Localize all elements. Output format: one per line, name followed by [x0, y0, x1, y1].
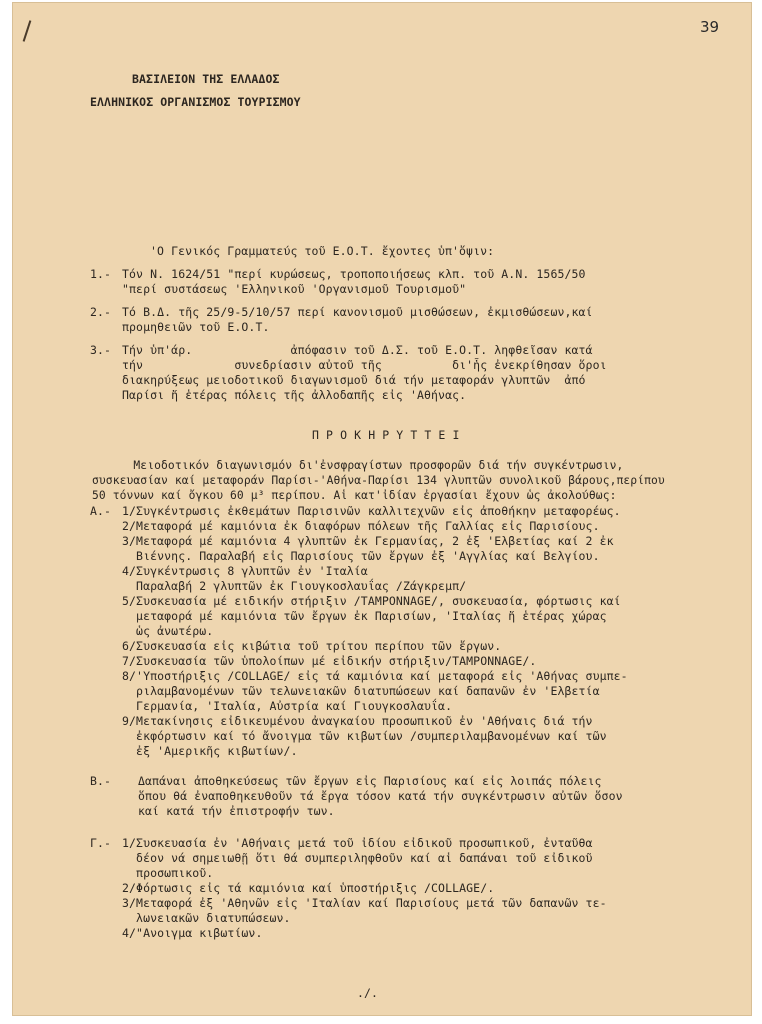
- page-number: 39: [700, 18, 720, 36]
- list-item: Βιέννης. Παραλαβή εἰς Παρισίους τῶν ἔργων ἐξ 'Αγγλίας καί Βελγίου.: [122, 549, 600, 563]
- text-line: Μειοδοτικόν διαγωνισμόν δι'ἐνσφραγίστων προσφορῶν διά τήν συγκέντρωσιν,: [92, 459, 624, 472]
- list-item: 4/Συγκέντρωσις 8 γλυπτῶν ἐν 'Ιταλία: [122, 564, 368, 578]
- intro-line: 'Ο Γενικός Γραμματεύς τοῦ Ε.Ο.Τ. ἔχοντες ὑπ'ὄψιν:: [150, 244, 495, 258]
- list-item: 2/Μεταφορά μέ καμιόνια ἐκ διαφόρων πόλεων τῆς Γαλλίας εἰς Παρισίους.: [122, 519, 600, 533]
- list-item: 7/Συσκευασία τῶν ὑπολοίπων μέ εἰδικήν στήριξιν/TAMPONNAGE/.: [122, 654, 537, 668]
- text-line: 50 τόννων καί ὄγκου 60 μ³ περίπου. Αἱ κατ'ἰδίαν ἐργασίαι ἔχουν ὡς ἀκολούθως:: [92, 489, 617, 502]
- list-item: δέον νά σημειωθῇ ὅτι θά συμπεριληφθοῦν καί αἱ δαπάναι τοῦ εἰδικοῦ: [122, 851, 593, 865]
- list-item: 4/"Ανοιγμα κιβωτίων.: [122, 926, 263, 940]
- list-item: 2/Φόρτωσις εἰς τά καμιόνια καί ὑποστήριξις /COLLAGE/.: [122, 881, 495, 895]
- list-item: μεταφορά μέ καμιόνια τῶν ἔργων ἐκ Παρισίων, 'Ιταλίας ἤ ἑτέρας χώρας: [122, 609, 607, 623]
- text-line: Παρίσι ἤ ἑτέρας πόλεις τῆς ἀλλοδαπῆς εἰς 'Αθήνας.: [122, 388, 467, 402]
- section-a-label: Α.-: [90, 504, 112, 518]
- text-line: Τόν Ν. 1624/51 "περί κυρώσεως, τροποποιήσεως κλπ. τοῦ Α.Ν. 1565/50: [122, 267, 586, 281]
- list-item: 1/Συγκέντρωσις ἐκθεμάτων Παρισινῶν καλλιτεχνῶν εἰς ἀποθήκην μεταφορέως.: [122, 504, 621, 518]
- consideration-3: [122, 343, 607, 403]
- section-b-text: [138, 774, 623, 819]
- proclaims-heading: Π Ρ Ο Κ Η Ρ Υ Τ Τ Ε Ι: [312, 428, 460, 442]
- text-line: Τό Β.Δ. τῆς 25/9-5/10/57 περί κανονισμοῦ μισθώσεων, ἐκμισθώσεων,καί: [122, 305, 593, 319]
- footer-mark: ./.: [357, 986, 379, 1000]
- text-line: ὅπου θά ἐναποθηκευθοῦν τά ἔργα τόσον κατά τήν συγκέντρωσιν αὐτῶν ὅσον: [138, 789, 623, 803]
- list-item: λωνειακῶν διατυπώσεων.: [122, 911, 291, 925]
- section-b-label: Β.-: [90, 774, 112, 788]
- section-c-list: [122, 836, 607, 941]
- list-item: 6/Συσκευασία εἰς κιβώτια τοῦ τρίτου περίπου τῶν ἔργων.: [122, 639, 502, 653]
- list-item: ὡς ἀνωτέρω.: [122, 624, 214, 638]
- consideration-number: 2.-: [90, 305, 112, 319]
- text-line: καί κατά τήν ἐπιστροφήν των.: [138, 804, 335, 818]
- text-line: προμηθειῶν τοῦ Ε.Ο.Τ.: [122, 320, 270, 334]
- list-item: 8/'Υποστήριξις /COLLAGE/ εἰς τά καμιόνια καί μεταφορά εἰς 'Αθήνας συμπε-: [122, 669, 628, 683]
- text-line: "περί συστάσεως 'Ελληνικοῦ 'Οργανισμοῦ Τουρισμοῦ": [122, 282, 467, 296]
- text-line: Δαπάναι ἀποθηκεύσεως τῶν ἔργων εἰς Παρισίους καί εἰς λοιπάς πόλεις: [138, 774, 602, 788]
- header-line-2: ΕΛΛΗΝΙΚΟΣ ΟΡΓΑΝΙΣΜΟΣ ΤΟΥΡΙΣΜΟΥ: [90, 95, 301, 109]
- consideration-number: 3.-: [90, 343, 112, 357]
- list-item: 9/Μετακίνησις εἰδικευμένου ἀναγκαίου προσωπικοῦ ἐν 'Αθήναις διά τήν: [122, 714, 593, 728]
- text-line: διακηρύξεως μειοδοτικοῦ διαγωνισμοῦ διά τήν μεταφοράν γλυπτῶν ἀπό: [122, 373, 586, 387]
- text-line: συσκευασίαν καί μεταφοράν Παρίσι-'Αθήνα-Παρίσι 134 γλυπτῶν συνολικοῦ βάρους,περίπου: [92, 474, 665, 487]
- list-item: 3/Μεταφορά ἐξ 'Αθηνῶν εἰς 'Ιταλίαν καί Παρισίους μετά τῶν δαπανῶν τε-: [122, 896, 607, 910]
- list-item: 3/Μεταφορά μέ καμιόνια 4 γλυπτῶν ἐκ Γερμανίας, 2 ἐξ 'Ελβετίας καί 2 ἐκ: [122, 534, 614, 548]
- consideration-2: [122, 305, 593, 335]
- list-item: 1/Συσκευασία ἐν 'Αθήναις μετά τοῦ ἰδίου εἰδικοῦ προσωπικοῦ, ἐνταῦθα: [122, 836, 593, 850]
- list-item: Παραλαβή 2 γλυπτῶν ἐκ Γιουγκοσλαυΐας /Ζάγκρεμπ/: [122, 579, 467, 593]
- list-item: προσωπικοῦ.: [122, 866, 214, 880]
- body-paragraph: [92, 458, 665, 503]
- list-item: ριλαμβανομένων τῶν τελωνειακῶν διατυπώσεων καί δαπανῶν ἐν 'Ελβετία: [122, 684, 600, 698]
- text-line: Τήν ὑπ'άρ. ἀπόφασιν τοῦ Δ.Σ. τοῦ Ε.Ο.Τ. ληφθεῖσαν κατά: [122, 343, 593, 357]
- header-line-1: ΒΑΣΙΛΕΙΟΝ ΤΗΣ ΕΛΛΑΔΟΣ: [132, 72, 280, 86]
- section-a-list: [122, 504, 628, 759]
- consideration-1: [122, 267, 586, 297]
- text-line: τήν συνεδρίασιν αὐτοῦ τῆς δι'ἧς ἐνεκρίθησαν ὅροι: [122, 358, 607, 372]
- list-item: ἐκφόρτωσιν καί τό ἄνοιγμα τῶν κιβωτίων /συμπεριλαμβανομένων καί τῶν: [122, 729, 607, 743]
- list-item: Γερμανία, 'Ιταλία, Αὐστρία καί Γιουγκοσλαυΐα.: [122, 699, 453, 713]
- consideration-number: 1.-: [90, 267, 112, 281]
- list-item: ἐξ 'Αμερικῆς κιβωτίων/.: [122, 744, 298, 758]
- section-c-label: Γ.-: [90, 836, 112, 850]
- list-item: 5/Συσκευασία μέ ειδικήν στήριξιν /TAMPONNAGE/, συσκευασία, φόρτωσις καί: [122, 594, 621, 608]
